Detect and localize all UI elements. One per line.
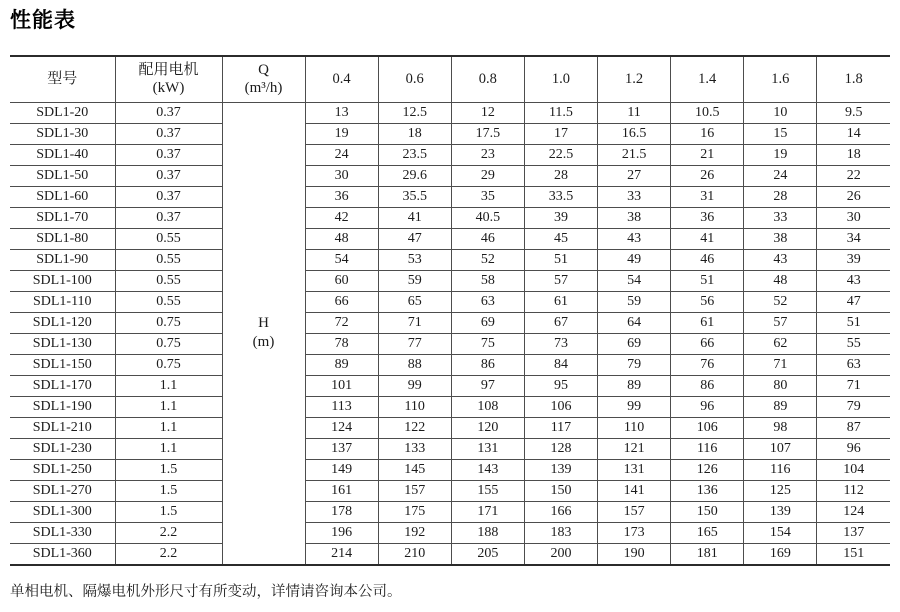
head-value-cell: 26	[671, 165, 744, 186]
model-cell: SDL1-60	[10, 186, 115, 207]
head-value-cell: 110	[598, 417, 671, 438]
table-row	[10, 312, 890, 333]
head-value-cell: 66	[671, 333, 744, 354]
model-cell: SDL1-90	[10, 249, 115, 270]
head-value-cell: 17.5	[451, 123, 524, 144]
head-value-cell: 21.5	[598, 144, 671, 165]
motor-power-cell: 2.2	[115, 522, 222, 543]
head-value-cell: 128	[524, 438, 597, 459]
head-value-cell: 133	[378, 438, 451, 459]
head-value-cell: 55	[817, 333, 890, 354]
model-cell: SDL1-80	[10, 228, 115, 249]
table-row	[10, 123, 890, 144]
head-value-cell: 89	[598, 375, 671, 396]
head-value-cell: 71	[744, 354, 817, 375]
motor-power-cell: 1.5	[115, 459, 222, 480]
head-value-cell: 41	[671, 228, 744, 249]
head-value-cell: 15	[744, 123, 817, 144]
table-row	[10, 270, 890, 291]
motor-power-cell: 0.37	[115, 165, 222, 186]
head-value-cell: 12.5	[378, 102, 451, 123]
head-value-cell: 19	[305, 123, 378, 144]
head-value-cell: 96	[817, 438, 890, 459]
head-value-cell: 157	[598, 501, 671, 522]
head-value-cell: 61	[524, 291, 597, 312]
motor-power-cell: 1.5	[115, 480, 222, 501]
model-cell: SDL1-360	[10, 543, 115, 565]
head-value-cell: 63	[451, 291, 524, 312]
head-value-cell: 150	[671, 501, 744, 522]
motor-power-cell: 0.37	[115, 207, 222, 228]
head-value-cell: 166	[524, 501, 597, 522]
head-value-cell: 21	[671, 144, 744, 165]
head-value-cell: 36	[305, 186, 378, 207]
head-value-cell: 175	[378, 501, 451, 522]
head-value-cell: 72	[305, 312, 378, 333]
head-value-cell: 181	[671, 543, 744, 565]
motor-power-cell: 0.55	[115, 270, 222, 291]
head-value-cell: 95	[524, 375, 597, 396]
model-cell: SDL1-250	[10, 459, 115, 480]
head-value-cell: 54	[598, 270, 671, 291]
head-value-cell: 89	[305, 354, 378, 375]
head-value-cell: 155	[451, 480, 524, 501]
head-value-cell: 13	[305, 102, 378, 123]
head-value-cell: 157	[378, 480, 451, 501]
head-value-cell: 190	[598, 543, 671, 565]
performance-table	[10, 55, 890, 566]
col-header-flow-value: 1.2	[598, 56, 671, 102]
head-value-cell: 22.5	[524, 144, 597, 165]
head-value-cell: 53	[378, 249, 451, 270]
head-symbol: H	[258, 315, 269, 332]
col-header-flow-value: 1.6	[744, 56, 817, 102]
head-value-cell: 121	[598, 438, 671, 459]
head-value-cell: 45	[524, 228, 597, 249]
head-value-cell: 54	[305, 249, 378, 270]
model-cell: SDL1-210	[10, 417, 115, 438]
head-value-cell: 131	[598, 459, 671, 480]
head-value-cell: 139	[524, 459, 597, 480]
motor-power-cell: 0.37	[115, 102, 222, 123]
head-value-cell: 210	[378, 543, 451, 565]
head-value-cell: 69	[598, 333, 671, 354]
head-value-cell: 110	[378, 396, 451, 417]
motor-power-cell: 1.1	[115, 375, 222, 396]
head-value-cell: 23.5	[378, 144, 451, 165]
head-value-cell: 151	[817, 543, 890, 565]
head-value-cell: 64	[598, 312, 671, 333]
catalog-page	[0, 8, 900, 612]
head-value-cell: 39	[817, 249, 890, 270]
head-value-cell: 154	[744, 522, 817, 543]
head-value-cell: 34	[817, 228, 890, 249]
head-value-cell: 106	[671, 417, 744, 438]
head-value-cell: 16.5	[598, 123, 671, 144]
head-value-cell: 183	[524, 522, 597, 543]
head-value-cell: 61	[671, 312, 744, 333]
head-value-cell: 14	[817, 123, 890, 144]
head-value-cell: 76	[671, 354, 744, 375]
head-value-cell: 87	[817, 417, 890, 438]
head-value-cell: 46	[451, 228, 524, 249]
motor-power-cell: 0.55	[115, 291, 222, 312]
table-row	[10, 165, 890, 186]
head-value-cell: 66	[305, 291, 378, 312]
table-row	[10, 228, 890, 249]
head-value-cell: 18	[817, 144, 890, 165]
head-value-cell: 52	[744, 291, 817, 312]
head-value-cell: 67	[524, 312, 597, 333]
model-cell: SDL1-30	[10, 123, 115, 144]
model-cell: SDL1-150	[10, 354, 115, 375]
model-cell: SDL1-300	[10, 501, 115, 522]
table-row	[10, 186, 890, 207]
head-value-cell: 108	[451, 396, 524, 417]
head-value-cell: 145	[378, 459, 451, 480]
model-cell: SDL1-40	[10, 144, 115, 165]
head-value-cell: 38	[598, 207, 671, 228]
header-row	[10, 56, 890, 102]
head-value-cell: 125	[744, 480, 817, 501]
head-value-cell: 17	[524, 123, 597, 144]
head-value-cell: 27	[598, 165, 671, 186]
head-value-cell: 79	[817, 396, 890, 417]
head-value-cell: 71	[817, 375, 890, 396]
motor-power-cell: 1.1	[115, 396, 222, 417]
head-value-cell: 33	[598, 186, 671, 207]
head-value-cell: 214	[305, 543, 378, 565]
head-value-cell: 73	[524, 333, 597, 354]
model-cell: SDL1-270	[10, 480, 115, 501]
col-header-motor-unit: (kW)	[152, 80, 185, 97]
model-cell: SDL1-130	[10, 333, 115, 354]
head-value-cell: 101	[305, 375, 378, 396]
head-value-cell: 99	[598, 396, 671, 417]
head-value-cell: 205	[451, 543, 524, 565]
model-cell: SDL1-230	[10, 438, 115, 459]
head-value-cell: 29.6	[378, 165, 451, 186]
head-value-cell: 35.5	[378, 186, 451, 207]
head-value-cell: 165	[671, 522, 744, 543]
head-value-cell: 43	[817, 270, 890, 291]
model-cell: SDL1-120	[10, 312, 115, 333]
table-row	[10, 417, 890, 438]
model-cell: SDL1-50	[10, 165, 115, 186]
head-value-cell: 48	[305, 228, 378, 249]
head-value-cell: 49	[598, 249, 671, 270]
head-value-cell: 107	[744, 438, 817, 459]
motor-power-cell: 0.37	[115, 123, 222, 144]
head-value-cell: 12	[451, 102, 524, 123]
head-value-cell: 59	[598, 291, 671, 312]
head-value-cell: 33.5	[524, 186, 597, 207]
head-value-cell: 19	[744, 144, 817, 165]
head-value-cell: 80	[744, 375, 817, 396]
head-value-cell: 126	[671, 459, 744, 480]
motor-power-cell: 1.1	[115, 438, 222, 459]
head-value-cell: 39	[524, 207, 597, 228]
table-row	[10, 333, 890, 354]
model-cell: SDL1-20	[10, 102, 115, 123]
table-row	[10, 354, 890, 375]
head-value-cell: 47	[817, 291, 890, 312]
head-value-cell: 150	[524, 480, 597, 501]
head-value-cell: 51	[524, 249, 597, 270]
table-row	[10, 249, 890, 270]
head-value-cell: 122	[378, 417, 451, 438]
head-value-cell: 57	[524, 270, 597, 291]
col-header-flow-value: 0.6	[378, 56, 451, 102]
motor-power-cell: 0.75	[115, 354, 222, 375]
head-value-cell: 136	[671, 480, 744, 501]
head-unit-cell	[222, 102, 305, 565]
head-value-cell: 60	[305, 270, 378, 291]
head-value-cell: 86	[671, 375, 744, 396]
head-value-cell: 98	[744, 417, 817, 438]
col-header-flow	[222, 56, 305, 102]
head-value-cell: 51	[817, 312, 890, 333]
head-value-cell: 116	[744, 459, 817, 480]
col-header-flow-unit: (m³/h)	[244, 80, 283, 97]
head-value-cell: 58	[451, 270, 524, 291]
table-row	[10, 543, 890, 565]
col-header-flow-value: 1.4	[671, 56, 744, 102]
head-value-cell: 43	[598, 228, 671, 249]
head-value-cell: 43	[744, 249, 817, 270]
head-value-cell: 10.5	[671, 102, 744, 123]
head-unit: (m)	[252, 334, 275, 350]
table-row	[10, 438, 890, 459]
head-value-cell: 71	[378, 312, 451, 333]
table-row	[10, 522, 890, 543]
motor-power-cell: 2.2	[115, 543, 222, 565]
model-cell: SDL1-110	[10, 291, 115, 312]
head-value-cell: 35	[451, 186, 524, 207]
head-value-cell: 79	[598, 354, 671, 375]
head-value-cell: 171	[451, 501, 524, 522]
head-value-cell: 78	[305, 333, 378, 354]
head-value-cell: 137	[817, 522, 890, 543]
head-value-cell: 178	[305, 501, 378, 522]
page-title: 性能表	[10, 9, 76, 32]
head-value-cell: 188	[451, 522, 524, 543]
head-value-cell: 131	[451, 438, 524, 459]
col-header-flow-value: 0.4	[305, 56, 378, 102]
col-header-flow-symbol: Q	[258, 61, 269, 78]
head-value-cell: 38	[744, 228, 817, 249]
head-value-cell: 77	[378, 333, 451, 354]
head-value-cell: 65	[378, 291, 451, 312]
head-value-cell: 52	[451, 249, 524, 270]
head-value-cell: 9.5	[817, 102, 890, 123]
head-value-cell: 196	[305, 522, 378, 543]
head-value-cell: 40.5	[451, 207, 524, 228]
head-value-cell: 47	[378, 228, 451, 249]
head-value-cell: 124	[817, 501, 890, 522]
table-row	[10, 501, 890, 522]
head-value-cell: 104	[817, 459, 890, 480]
head-value-cell: 161	[305, 480, 378, 501]
table-row	[10, 144, 890, 165]
motor-power-cell: 0.55	[115, 228, 222, 249]
head-value-cell: 59	[378, 270, 451, 291]
model-cell: SDL1-170	[10, 375, 115, 396]
model-cell: SDL1-70	[10, 207, 115, 228]
head-value-cell: 31	[671, 186, 744, 207]
motor-power-cell: 0.75	[115, 333, 222, 354]
head-value-cell: 22	[817, 165, 890, 186]
motor-power-cell: 0.37	[115, 144, 222, 165]
head-value-cell: 120	[451, 417, 524, 438]
head-value-cell: 192	[378, 522, 451, 543]
col-header-model: 型号	[10, 56, 115, 102]
head-value-cell: 48	[744, 270, 817, 291]
footer-note: 单相电机、隔爆电机外形尺寸有所变动，详情请咨询本公司。	[10, 583, 402, 600]
model-cell: SDL1-190	[10, 396, 115, 417]
motor-power-cell: 1.1	[115, 417, 222, 438]
head-value-cell: 84	[524, 354, 597, 375]
head-value-cell: 28	[524, 165, 597, 186]
head-value-cell: 51	[671, 270, 744, 291]
motor-power-cell: 0.55	[115, 249, 222, 270]
table-row	[10, 375, 890, 396]
model-cell: SDL1-330	[10, 522, 115, 543]
head-value-cell: 88	[378, 354, 451, 375]
head-value-cell: 29	[451, 165, 524, 186]
col-header-motor	[115, 56, 222, 102]
head-value-cell: 112	[817, 480, 890, 501]
model-cell: SDL1-100	[10, 270, 115, 291]
col-header-flow-value: 0.8	[451, 56, 524, 102]
head-value-cell: 113	[305, 396, 378, 417]
head-value-cell: 23	[451, 144, 524, 165]
table-row	[10, 102, 890, 123]
head-value-cell: 96	[671, 396, 744, 417]
head-value-cell: 18	[378, 123, 451, 144]
head-value-cell: 30	[817, 207, 890, 228]
head-value-cell: 42	[305, 207, 378, 228]
head-value-cell: 97	[451, 375, 524, 396]
motor-power-cell: 0.37	[115, 186, 222, 207]
table-row	[10, 207, 890, 228]
head-value-cell: 169	[744, 543, 817, 565]
head-value-cell: 149	[305, 459, 378, 480]
head-value-cell: 46	[671, 249, 744, 270]
table-row	[10, 291, 890, 312]
head-value-cell: 33	[744, 207, 817, 228]
motor-power-cell: 0.75	[115, 312, 222, 333]
table-row	[10, 396, 890, 417]
head-value-cell: 41	[378, 207, 451, 228]
col-header-flow-value: 1.8	[817, 56, 890, 102]
head-value-cell: 36	[671, 207, 744, 228]
head-value-cell: 99	[378, 375, 451, 396]
head-value-cell: 24	[305, 144, 378, 165]
head-value-cell: 86	[451, 354, 524, 375]
head-value-cell: 10	[744, 102, 817, 123]
head-value-cell: 30	[305, 165, 378, 186]
head-value-cell: 139	[744, 501, 817, 522]
table-row	[10, 459, 890, 480]
head-value-cell: 89	[744, 396, 817, 417]
table-row	[10, 480, 890, 501]
motor-power-cell: 1.5	[115, 501, 222, 522]
head-value-cell: 57	[744, 312, 817, 333]
head-value-cell: 11.5	[524, 102, 597, 123]
head-value-cell: 24	[744, 165, 817, 186]
head-value-cell: 116	[671, 438, 744, 459]
head-value-cell: 141	[598, 480, 671, 501]
col-header-flow-value: 1.0	[524, 56, 597, 102]
head-value-cell: 16	[671, 123, 744, 144]
head-value-cell: 62	[744, 333, 817, 354]
head-value-cell: 124	[305, 417, 378, 438]
head-value-cell: 69	[451, 312, 524, 333]
head-value-cell: 200	[524, 543, 597, 565]
head-value-cell: 63	[817, 354, 890, 375]
head-value-cell: 28	[744, 186, 817, 207]
head-value-cell: 173	[598, 522, 671, 543]
head-value-cell: 75	[451, 333, 524, 354]
head-value-cell: 106	[524, 396, 597, 417]
head-value-cell: 117	[524, 417, 597, 438]
head-value-cell: 26	[817, 186, 890, 207]
head-value-cell: 137	[305, 438, 378, 459]
head-value-cell: 56	[671, 291, 744, 312]
col-header-motor-label: 配用电机	[138, 61, 199, 78]
head-value-cell: 143	[451, 459, 524, 480]
head-value-cell: 11	[598, 102, 671, 123]
